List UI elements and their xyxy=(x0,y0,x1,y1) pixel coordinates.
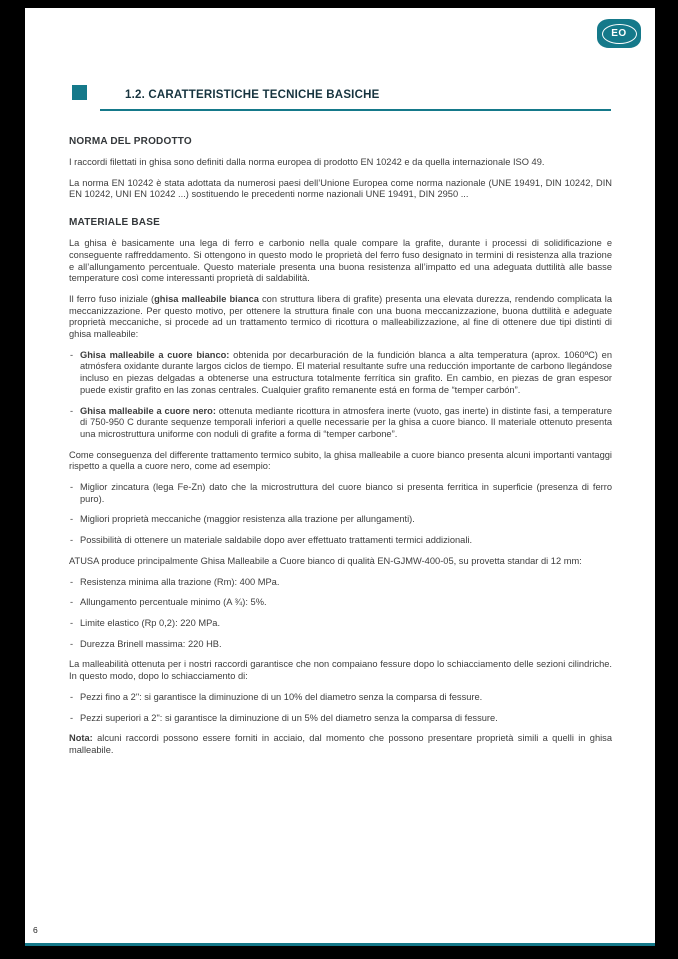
text-run-bold: Ghisa malleabile a cuore bianco: xyxy=(80,349,230,360)
text-run: Allungamento percentuale minimo (A ¾): 5%. xyxy=(80,597,267,608)
text-run: Limite elastico (Rp 0,2): 220 MPa. xyxy=(80,617,221,628)
chapter-title-row xyxy=(72,84,611,111)
paragraph xyxy=(69,178,612,201)
text-run: Il ferro fuso iniziale ( xyxy=(69,293,155,304)
paragraph xyxy=(69,157,612,169)
text-run-bold: ghisa malleabile bianca xyxy=(154,293,259,304)
text-run: Possibilità di ottenere un materiale saldabile dopo aver effettuato trattamenti termici addizionali. xyxy=(80,535,473,546)
bullet-item xyxy=(69,350,612,397)
bullet-item xyxy=(69,514,612,526)
paragraph xyxy=(69,238,612,285)
text-run: con struttura libera di grafite) presenta una elevata durezza, rendendo complicata la meccanizzazione. Per questo motivo, per ottenere la struttura finale con una buona meccanizzazione, buona duttilità e adeguate proprietà meccaniche, si procede ad un trattamento termico di ricottura o malleabilizzazione, al fine di ottenere due tipi distinti di ghisa malleabile: xyxy=(69,293,613,340)
title-underline xyxy=(100,84,611,111)
text-run: Durezza Brinell massima: 220 HB. xyxy=(80,638,222,649)
paragraph xyxy=(69,450,612,473)
section-heading: NORMA DEL PRODOTTO xyxy=(69,136,192,147)
bullet-item xyxy=(69,639,612,651)
text-run: La ghisa è basicamente una lega di ferro e carbonio nella quale compare la grafite, durante i processi di solidificazione e conseguente raffreddamento. Si ottengono in questo modo le proprietà del ferro fuso designato in termini di resistenza alla trazione e all’allungamento percentuale. Questo materiale presenta una buona resistenza all’impatto ed una adeguata duttilità alle basse temperature così come interessanti proprietà di saldabilità. xyxy=(69,238,612,284)
text-run: Come conseguenza del differente trattamento termico subito, la ghisa malleabile a cuore bianco presenta alcuni importanti vantaggi rispetto a quella a cuore nero, come ad esempio: xyxy=(69,449,612,472)
paragraph xyxy=(69,659,612,682)
paragraph xyxy=(69,733,612,756)
footer-accent-line xyxy=(25,943,655,946)
section-heading: MATERIALE BASE xyxy=(69,217,160,229)
bullet-item xyxy=(69,692,612,704)
text-run: La norma EN 10242 è stata adottata da numerosi paesi dell’Unione Europea come norma nazionale (UNE 19491, DIN 10242, DIN EN 10242, UNI EN 10242 ...) sostituendo le precedenti norme nazionali UNE 19491, DIN 2950 ... xyxy=(69,177,612,200)
text-run: Pezzi superiori a 2": si garantisce la diminuzione di un 5% del diametro senza la comparsa di fessure. xyxy=(80,712,498,723)
paragraph xyxy=(69,294,612,341)
bullet-dash: - xyxy=(70,712,74,723)
bullet-dash: - xyxy=(70,617,74,628)
bullet-item xyxy=(69,577,612,589)
bullet-item xyxy=(69,618,612,630)
document-page xyxy=(25,8,655,946)
page-title: 1.2. CARATTERISTICHE TECNICHE BASICHE xyxy=(125,89,380,101)
paragraph xyxy=(69,556,612,568)
text-run: Migliori proprietà meccaniche (maggior resistenza alla trazione per allungamenti). xyxy=(80,514,415,525)
title-accent-square xyxy=(72,85,87,100)
bullet-dash: - xyxy=(70,576,74,587)
text-run-bold: Nota: xyxy=(69,733,93,744)
bullet-dash: - xyxy=(70,535,74,546)
bullet-dash: - xyxy=(70,349,74,360)
text-run: ATUSA produce principalmente Ghisa Malleabile a Cuore bianco di qualità EN-GJMW-400-05, su provetta standar di 12 mm: xyxy=(69,555,582,566)
bullet-dash: - xyxy=(70,514,74,525)
text-run: Pezzi fino a 2": si garantisce la diminuzione di un 10% del diametro senza la comparsa di fessure. xyxy=(80,691,483,702)
bullet-dash: - xyxy=(70,405,74,416)
company-logo xyxy=(597,19,641,48)
text-run: obtenida por decarburación de la fundición blanca a alta temperatura (aprox. 1060ºC) en atmósfera oxidante durante largos ciclos de tiempo. El material resultante sufre una reducción importante de carbono llegándose incluso en piezas delgadas a obtenerse una estructura totalmente ferrítica sin grafito. En cambio, en piezas de gran espesor puede existir grafito en las zonas centrales. Cualquier grafito remanente está en forma de “temper carbón”. xyxy=(80,349,613,395)
bullet-item xyxy=(69,406,612,441)
bullet-item xyxy=(69,597,612,609)
text-run: Miglior zincatura (lega Fe-Zn) dato che la microstruttura del cuore bianco si presenta ferritica in superficie (presenza di ferro puro). xyxy=(80,482,612,504)
page-number: 6 xyxy=(33,925,38,935)
bullet-dash: - xyxy=(70,638,74,649)
bullet-dash: - xyxy=(70,597,74,608)
text-run-bold: Ghisa malleabile a cuore nero: xyxy=(80,405,216,416)
logo-text: EO xyxy=(611,27,627,39)
bullet-dash: - xyxy=(70,691,74,702)
text-run: La malleabilità ottenuta per i nostri raccordi garantisce che non compaiano fessure dopo lo schiacciamento delle sezioni cilindriche. In questo modo, dopo lo schiacciamento di: xyxy=(69,659,612,682)
text-run: ottenuta mediante ricottura in atmosfera inerte (vuoto, gas inerte) in distinte fasi, a temperature di 750-950 C durante sequenze temporali inferiori a quelle necessarie per la ghisa a cuore bianco. Il materiale ottenuto presenta una microstruttura uniforme con noduli di grafite a forma di “temper carbone”. xyxy=(80,405,612,439)
bullet-item xyxy=(69,482,612,505)
text-run: alcuni raccordi possono essere forniti in acciaio, dal momento che possono presentare proprietà simili a quelli in ghisa malleabile. xyxy=(69,733,612,755)
text-run: Resistenza minima alla trazione (Rm): 400 MPa. xyxy=(80,576,280,587)
text-run: I raccordi filettati in ghisa sono definiti dalla norma europea di prodotto EN 10242 e da quella internazionale ISO 49. xyxy=(69,157,545,167)
bullet-item xyxy=(69,535,612,547)
logo-ellipse xyxy=(602,24,637,44)
document-content xyxy=(69,136,612,757)
bullet-dash: - xyxy=(70,482,74,493)
bullet-item xyxy=(69,713,612,725)
